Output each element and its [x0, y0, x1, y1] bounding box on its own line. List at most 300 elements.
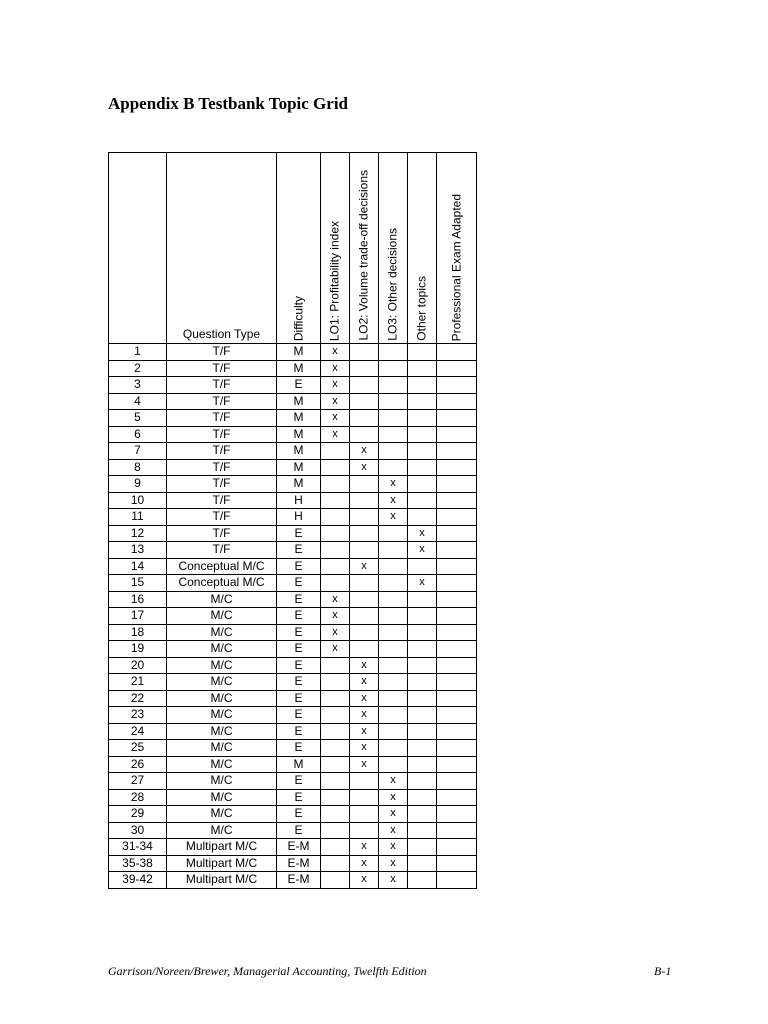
cell-other-topics	[408, 641, 437, 658]
cell-question-type: T/F	[167, 344, 277, 361]
cell-number: 27	[109, 773, 167, 790]
cell-lo3	[379, 740, 408, 757]
table-row	[109, 393, 477, 410]
table-row	[109, 690, 477, 707]
cell-lo1	[321, 575, 350, 592]
cell-lo2	[350, 492, 379, 509]
cell-difficulty: E	[277, 674, 321, 691]
cell-question-type: T/F	[167, 459, 277, 476]
cell-question-type: M/C	[167, 789, 277, 806]
cell-lo3	[379, 558, 408, 575]
cell-lo2	[350, 591, 379, 608]
cell-professional-exam	[437, 492, 477, 509]
cell-difficulty: M	[277, 756, 321, 773]
table-row	[109, 591, 477, 608]
cell-lo2: x	[350, 855, 379, 872]
cell-lo3: x	[379, 855, 408, 872]
cell-lo1: x	[321, 624, 350, 641]
cell-difficulty: M	[277, 476, 321, 493]
cell-number: 12	[109, 525, 167, 542]
cell-lo1	[321, 674, 350, 691]
cell-lo2	[350, 806, 379, 823]
cell-other-topics	[408, 558, 437, 575]
cell-number: 11	[109, 509, 167, 526]
cell-number: 25	[109, 740, 167, 757]
topic-grid-table	[108, 152, 477, 889]
header-lo2	[350, 153, 379, 344]
cell-lo2	[350, 410, 379, 427]
cell-lo2	[350, 789, 379, 806]
cell-question-type: M/C	[167, 657, 277, 674]
table-row	[109, 344, 477, 361]
cell-lo3: x	[379, 492, 408, 509]
cell-lo2	[350, 822, 379, 839]
cell-number: 30	[109, 822, 167, 839]
cell-other-topics	[408, 872, 437, 889]
table-body	[109, 344, 477, 889]
cell-professional-exam	[437, 443, 477, 460]
cell-lo3	[379, 591, 408, 608]
cell-other-topics	[408, 344, 437, 361]
table-row	[109, 476, 477, 493]
cell-lo3	[379, 459, 408, 476]
cell-other-topics	[408, 426, 437, 443]
cell-difficulty: E	[277, 657, 321, 674]
cell-lo1: x	[321, 641, 350, 658]
table-row	[109, 459, 477, 476]
table-row	[109, 542, 477, 559]
cell-number: 7	[109, 443, 167, 460]
cell-professional-exam	[437, 344, 477, 361]
cell-number: 17	[109, 608, 167, 625]
cell-difficulty: H	[277, 509, 321, 526]
cell-lo3	[379, 641, 408, 658]
table-row	[109, 789, 477, 806]
cell-professional-exam	[437, 641, 477, 658]
table-row	[109, 410, 477, 427]
cell-question-type: T/F	[167, 542, 277, 559]
cell-question-type: T/F	[167, 360, 277, 377]
cell-other-topics	[408, 806, 437, 823]
table-row	[109, 822, 477, 839]
cell-difficulty: E	[277, 525, 321, 542]
cell-lo3	[379, 723, 408, 740]
cell-lo3	[379, 344, 408, 361]
cell-number: 2	[109, 360, 167, 377]
cell-other-topics: x	[408, 525, 437, 542]
cell-question-type: M/C	[167, 624, 277, 641]
cell-number: 35-38	[109, 855, 167, 872]
table-row	[109, 360, 477, 377]
table-row	[109, 839, 477, 856]
cell-number: 10	[109, 492, 167, 509]
cell-number: 6	[109, 426, 167, 443]
cell-lo1	[321, 822, 350, 839]
cell-other-topics	[408, 855, 437, 872]
cell-lo2	[350, 624, 379, 641]
cell-lo1	[321, 756, 350, 773]
cell-question-type: M/C	[167, 806, 277, 823]
cell-lo1	[321, 492, 350, 509]
cell-lo2	[350, 509, 379, 526]
cell-lo2: x	[350, 740, 379, 757]
cell-lo3	[379, 707, 408, 724]
cell-lo3	[379, 624, 408, 641]
table-row	[109, 509, 477, 526]
table-row	[109, 641, 477, 658]
cell-question-type: T/F	[167, 509, 277, 526]
cell-other-topics	[408, 476, 437, 493]
cell-number: 3	[109, 377, 167, 394]
cell-difficulty: E	[277, 789, 321, 806]
cell-lo1: x	[321, 591, 350, 608]
cell-other-topics	[408, 591, 437, 608]
cell-lo2: x	[350, 459, 379, 476]
header-lo2-label: LO2: Volume trade-off decisions	[356, 170, 371, 341]
cell-lo2	[350, 575, 379, 592]
cell-difficulty: E	[277, 723, 321, 740]
cell-professional-exam	[437, 855, 477, 872]
cell-lo1: x	[321, 426, 350, 443]
cell-lo2	[350, 773, 379, 790]
cell-professional-exam	[437, 426, 477, 443]
cell-other-topics	[408, 393, 437, 410]
cell-lo3	[379, 525, 408, 542]
table-row	[109, 773, 477, 790]
cell-lo3	[379, 410, 408, 427]
header-question-type	[167, 153, 277, 344]
cell-lo2: x	[350, 707, 379, 724]
cell-difficulty: M	[277, 410, 321, 427]
header-professional-exam	[437, 153, 477, 344]
cell-lo1	[321, 723, 350, 740]
cell-lo2	[350, 344, 379, 361]
cell-lo3: x	[379, 789, 408, 806]
cell-question-type: T/F	[167, 492, 277, 509]
cell-question-type: T/F	[167, 426, 277, 443]
table-row	[109, 443, 477, 460]
cell-other-topics	[408, 839, 437, 856]
cell-professional-exam	[437, 723, 477, 740]
cell-number: 19	[109, 641, 167, 658]
cell-lo1	[321, 476, 350, 493]
cell-difficulty: E	[277, 806, 321, 823]
cell-lo2	[350, 641, 379, 658]
cell-other-topics	[408, 410, 437, 427]
cell-lo1: x	[321, 393, 350, 410]
cell-question-type: Multipart M/C	[167, 872, 277, 889]
cell-lo3	[379, 360, 408, 377]
cell-professional-exam	[437, 624, 477, 641]
cell-question-type: M/C	[167, 690, 277, 707]
cell-number: 22	[109, 690, 167, 707]
cell-difficulty: E	[277, 624, 321, 641]
cell-lo2	[350, 525, 379, 542]
cell-question-type: T/F	[167, 377, 277, 394]
cell-professional-exam	[437, 509, 477, 526]
table-row	[109, 872, 477, 889]
cell-lo2: x	[350, 690, 379, 707]
cell-other-topics	[408, 690, 437, 707]
table-row	[109, 806, 477, 823]
table-row	[109, 723, 477, 740]
cell-question-type: T/F	[167, 393, 277, 410]
table-row	[109, 426, 477, 443]
cell-professional-exam	[437, 674, 477, 691]
cell-other-topics	[408, 624, 437, 641]
cell-lo1	[321, 806, 350, 823]
page-title: Appendix B Testbank Topic Grid	[108, 94, 349, 113]
cell-lo1	[321, 855, 350, 872]
footer-page-number: B-1	[654, 964, 672, 978]
cell-lo1: x	[321, 360, 350, 377]
cell-lo2: x	[350, 674, 379, 691]
table-row	[109, 492, 477, 509]
cell-lo1	[321, 789, 350, 806]
cell-professional-exam	[437, 872, 477, 889]
header-lo1	[321, 153, 350, 344]
cell-question-type: M/C	[167, 740, 277, 757]
cell-difficulty: M	[277, 443, 321, 460]
cell-difficulty: H	[277, 492, 321, 509]
cell-lo3	[379, 393, 408, 410]
table-row	[109, 855, 477, 872]
cell-number: 8	[109, 459, 167, 476]
table-row	[109, 377, 477, 394]
cell-professional-exam	[437, 476, 477, 493]
header-difficulty	[277, 153, 321, 344]
cell-number: 20	[109, 657, 167, 674]
cell-question-type: M/C	[167, 608, 277, 625]
cell-other-topics	[408, 740, 437, 757]
cell-professional-exam	[437, 591, 477, 608]
header-lo3-label: LO3: Other decisions	[385, 228, 400, 341]
cell-lo1	[321, 657, 350, 674]
cell-other-topics	[408, 443, 437, 460]
cell-lo3	[379, 443, 408, 460]
table-row	[109, 657, 477, 674]
cell-lo3: x	[379, 822, 408, 839]
cell-lo3	[379, 426, 408, 443]
table-header-row	[109, 153, 477, 344]
cell-difficulty: M	[277, 344, 321, 361]
cell-number: 13	[109, 542, 167, 559]
cell-professional-exam	[437, 773, 477, 790]
cell-lo2	[350, 426, 379, 443]
cell-difficulty: M	[277, 459, 321, 476]
cell-other-topics	[408, 756, 437, 773]
cell-professional-exam	[437, 740, 477, 757]
cell-question-type: M/C	[167, 591, 277, 608]
header-question-type-label: Question Type	[182, 327, 261, 341]
cell-lo2: x	[350, 657, 379, 674]
cell-difficulty: E	[277, 773, 321, 790]
cell-question-type: Multipart M/C	[167, 839, 277, 856]
cell-lo1	[321, 740, 350, 757]
cell-number: 1	[109, 344, 167, 361]
cell-difficulty: E-M	[277, 872, 321, 889]
cell-professional-exam	[437, 657, 477, 674]
cell-lo1	[321, 558, 350, 575]
cell-professional-exam	[437, 822, 477, 839]
cell-professional-exam	[437, 525, 477, 542]
cell-other-topics	[408, 492, 437, 509]
cell-difficulty: E	[277, 575, 321, 592]
cell-difficulty: E	[277, 608, 321, 625]
cell-lo1: x	[321, 410, 350, 427]
cell-lo1	[321, 443, 350, 460]
footer-citation: Garrison/Noreen/Brewer, Managerial Accounting, Twelfth Edition	[108, 964, 427, 978]
header-lo3	[379, 153, 408, 344]
cell-difficulty: E	[277, 707, 321, 724]
cell-lo1	[321, 872, 350, 889]
cell-lo1	[321, 525, 350, 542]
cell-difficulty: M	[277, 360, 321, 377]
cell-other-topics	[408, 822, 437, 839]
cell-lo2	[350, 393, 379, 410]
cell-lo2	[350, 608, 379, 625]
cell-difficulty: E	[277, 377, 321, 394]
cell-other-topics	[408, 509, 437, 526]
cell-number: 16	[109, 591, 167, 608]
cell-lo2	[350, 360, 379, 377]
header-difficulty-label: Difficulty	[291, 295, 305, 341]
cell-lo3	[379, 674, 408, 691]
cell-lo1	[321, 690, 350, 707]
cell-difficulty: M	[277, 426, 321, 443]
table-row	[109, 558, 477, 575]
cell-number: 26	[109, 756, 167, 773]
cell-professional-exam	[437, 608, 477, 625]
cell-question-type: M/C	[167, 641, 277, 658]
cell-lo3	[379, 377, 408, 394]
cell-other-topics	[408, 773, 437, 790]
cell-question-type: Conceptual M/C	[167, 558, 277, 575]
cell-question-type: Conceptual M/C	[167, 575, 277, 592]
cell-question-type: T/F	[167, 410, 277, 427]
table-row	[109, 740, 477, 757]
cell-difficulty: E	[277, 822, 321, 839]
cell-question-type: M/C	[167, 674, 277, 691]
cell-lo3	[379, 756, 408, 773]
cell-other-topics	[408, 674, 437, 691]
cell-lo3	[379, 542, 408, 559]
table-row	[109, 707, 477, 724]
cell-lo1	[321, 542, 350, 559]
cell-professional-exam	[437, 756, 477, 773]
cell-difficulty: E	[277, 542, 321, 559]
cell-lo1	[321, 839, 350, 856]
cell-question-type: M/C	[167, 707, 277, 724]
cell-question-type: T/F	[167, 443, 277, 460]
cell-difficulty: E	[277, 690, 321, 707]
cell-difficulty: E-M	[277, 839, 321, 856]
cell-other-topics	[408, 657, 437, 674]
cell-difficulty: M	[277, 393, 321, 410]
cell-lo2: x	[350, 443, 379, 460]
table-row	[109, 756, 477, 773]
cell-difficulty: E-M	[277, 855, 321, 872]
table-row	[109, 674, 477, 691]
header-other-topics-label: Other topics	[414, 276, 429, 341]
cell-number: 28	[109, 789, 167, 806]
cell-lo3: x	[379, 509, 408, 526]
cell-number: 21	[109, 674, 167, 691]
cell-question-type: T/F	[167, 525, 277, 542]
cell-difficulty: E	[277, 740, 321, 757]
cell-number: 23	[109, 707, 167, 724]
cell-difficulty: E	[277, 641, 321, 658]
table-row	[109, 575, 477, 592]
cell-other-topics	[408, 459, 437, 476]
cell-number: 14	[109, 558, 167, 575]
cell-difficulty: E	[277, 558, 321, 575]
cell-lo3: x	[379, 476, 408, 493]
cell-professional-exam	[437, 690, 477, 707]
cell-number: 24	[109, 723, 167, 740]
cell-question-type: M/C	[167, 822, 277, 839]
cell-number: 5	[109, 410, 167, 427]
cell-question-type: M/C	[167, 773, 277, 790]
cell-professional-exam	[437, 459, 477, 476]
cell-question-type: M/C	[167, 756, 277, 773]
cell-lo2: x	[350, 839, 379, 856]
cell-number: 15	[109, 575, 167, 592]
cell-lo2	[350, 377, 379, 394]
cell-professional-exam	[437, 806, 477, 823]
cell-lo3: x	[379, 839, 408, 856]
cell-professional-exam	[437, 789, 477, 806]
table-row	[109, 608, 477, 625]
cell-professional-exam	[437, 542, 477, 559]
cell-other-topics	[408, 723, 437, 740]
cell-lo2: x	[350, 558, 379, 575]
cell-number: 9	[109, 476, 167, 493]
cell-number: 39-42	[109, 872, 167, 889]
cell-lo1: x	[321, 608, 350, 625]
cell-lo1	[321, 773, 350, 790]
cell-professional-exam	[437, 558, 477, 575]
cell-number: 4	[109, 393, 167, 410]
cell-other-topics: x	[408, 542, 437, 559]
cell-professional-exam	[437, 393, 477, 410]
cell-professional-exam	[437, 707, 477, 724]
table-row	[109, 525, 477, 542]
cell-lo1	[321, 509, 350, 526]
cell-lo2: x	[350, 872, 379, 889]
header-lo1-label: LO1: Profitability index	[327, 220, 342, 341]
cell-number: 31-34	[109, 839, 167, 856]
cell-lo1: x	[321, 344, 350, 361]
cell-other-topics	[408, 608, 437, 625]
cell-other-topics: x	[408, 575, 437, 592]
cell-lo3: x	[379, 773, 408, 790]
cell-lo3	[379, 657, 408, 674]
cell-lo2: x	[350, 756, 379, 773]
cell-lo2	[350, 476, 379, 493]
table-row	[109, 624, 477, 641]
cell-other-topics	[408, 377, 437, 394]
cell-number: 29	[109, 806, 167, 823]
cell-lo1	[321, 707, 350, 724]
cell-professional-exam	[437, 410, 477, 427]
cell-lo3	[379, 690, 408, 707]
cell-professional-exam	[437, 839, 477, 856]
cell-professional-exam	[437, 377, 477, 394]
cell-difficulty: E	[277, 591, 321, 608]
cell-lo3	[379, 575, 408, 592]
cell-other-topics	[408, 707, 437, 724]
